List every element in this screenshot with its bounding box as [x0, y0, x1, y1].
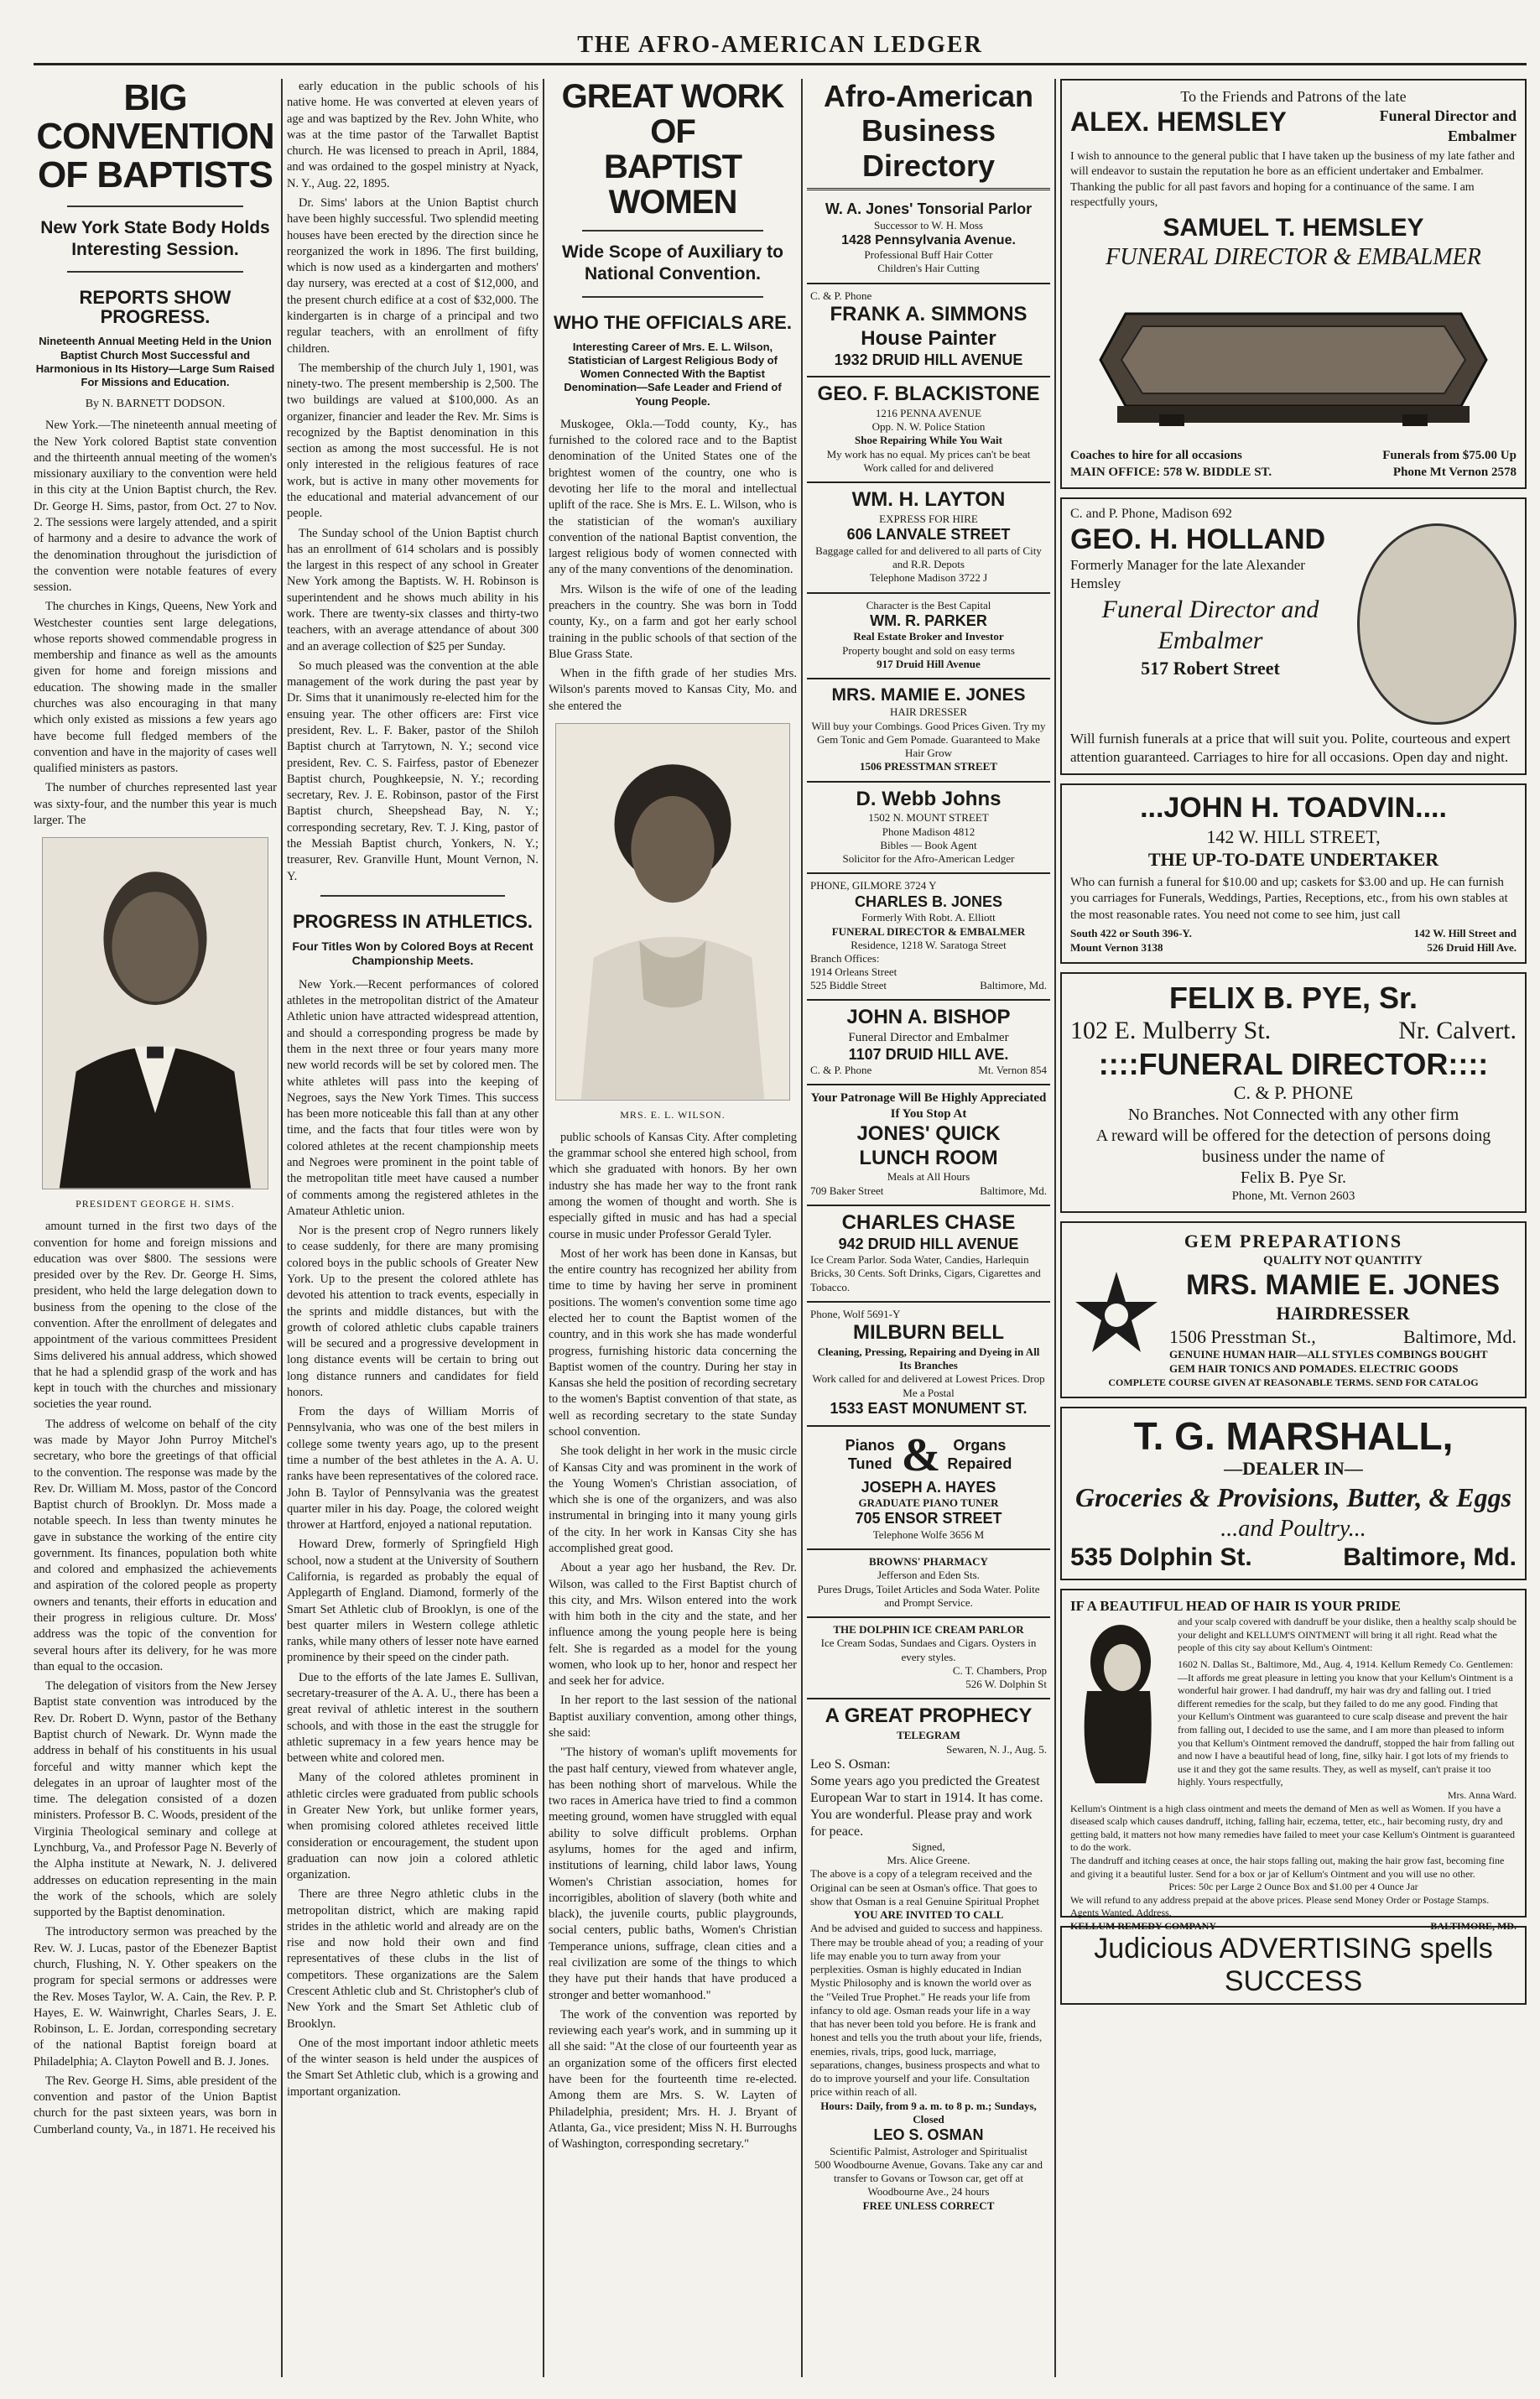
paragraph: In her report to the last session of the national Baptist auxiliary convention, among other things, she said:	[549, 1694, 797, 1741]
column-rule	[281, 79, 283, 2377]
paragraph: The membership of the church July 1, 1901, was ninety-two. The present membership is 2,500. The two buildings are valued at $100,000. As an organizer, financier and leader the Rev. Mr. Sims is recognized by the Baptist denomination in this section as among the most successful. He is not only interested in the religious features of race work, but is active in many other movements for the educational and material advancement of our people.	[287, 361, 538, 521]
ad-blackistone	[807, 377, 1050, 483]
portrait-photo	[555, 723, 790, 1101]
ad-line: Solicitor for the Afro-American Ledger	[842, 852, 1015, 866]
column-1	[34, 79, 277, 2377]
ad-line: Telephone Wolfe 3656 M	[872, 1527, 985, 1541]
ad-row	[1070, 523, 1517, 725]
subhead: REPORTS SHOW PROGRESS.	[79, 287, 232, 328]
ad-text: Kellum's Ointment is a high class ointment and meets the demand of Men as well as Women. If you have a diseased scalp which causes dandruff, itching, falling hair, eczema, tetter, etc., hair becoming rusty, dry and getting bald, it matters not how many remedies have failed to meet your case Kellum's Ointment is guaranteed to do the work.	[1070, 1802, 1516, 1854]
ad-line: Phone Madison 4812	[882, 825, 976, 838]
paragraph: amount turned in the first two days of the convention for home and foreign missions and education was over $800. The sessions were presided over by the Rev. Dr. George H. Sims, president, who held the large delegation down to business from the opening to the close of the convention. After the enrollment of delegates and appointment of the various committees President Sims delivered his annual address, which showed that he had a splendid grasp of the work and has kept in touch with the churches and missionary societies the year round.	[34, 1220, 277, 1412]
ad-line: C. and P. Phone, Madison 692	[1070, 507, 1232, 522]
article-body-continued	[549, 1130, 797, 2152]
paragraph: The delegation of visitors from the New Jersey Baptist state convention was introduced by the Rev. Dr. Robert D. Wynn, pastor of the Bethany Baptist church of Newark. Dr. Wynn made the address in behalf of his constituents in his usual forceful and witty manner which kept the delegates in an uproar of laughter most of the time. The delegation consisted of a dozen ministers. Professor B. C. Woods, president of the Virginia Theological seminary and college at Lynchburg, Va., and Professor Page N. Beverly of the Alpha institute at Newark, N. J. delivered addresses on education representing in the main the work of the schools, which are solely supported by the Baptist denomination.	[34, 1679, 277, 1920]
ad-line: Baltimore, Md.	[1402, 1325, 1517, 1347]
ad-charles-chase	[807, 1206, 1050, 1303]
ad-line: Formerly With Robt. A. Elliott	[861, 911, 996, 924]
ad-line: Phone, Mt. Vernon 2603	[1231, 1189, 1355, 1203]
ad-line: Groceries & Provisions, Butter, & Eggs	[1074, 1481, 1512, 1512]
article-body	[34, 418, 277, 829]
ad-line: FUNERAL DIRECTOR & EMBALMER	[831, 924, 1026, 938]
paragraph: New York.—The nineteenth annual meeting of the New York colored Baptist state convention and the thirteenth annual meeting of the women's missionary auxiliary to the convention were held in this city at the Union Baptist church, the Rev. Dr. George H. Sims, pastor, from Oct. 27 to Nov. 2. The sessions were largely attended, and a spirit of harmony and a desire to advance the work of the denomination throughout the jurisdiction of the convention were notable features of every session.	[34, 419, 277, 595]
ad-row	[810, 1184, 1047, 1198]
ad-line: Professional Buff Hair Cotter	[864, 248, 993, 262]
ad-webb-johns	[807, 783, 1050, 875]
ad-row	[810, 979, 1047, 992]
footer-banner: Judicious ADVERTISING spells SUCCESS	[1060, 1926, 1527, 2005]
ad-line: 102 E. Mulberry St.	[1070, 1017, 1272, 1045]
ad-line: Branch Offices:	[810, 952, 880, 965]
directory-title-line-1: Afro-American	[823, 79, 1034, 113]
ad-line: 1107 DRUID HILL AVE.	[848, 1045, 1009, 1063]
ad-line: SAMUEL T. HEMSLEY	[1163, 213, 1424, 242]
ad-line: Bibles — Book Agent	[880, 838, 977, 851]
column-2	[287, 79, 538, 2377]
ad-line: Sewaren, N. J., Aug. 5.	[946, 1742, 1047, 1756]
ad-line: C. & P. Phone	[810, 1064, 872, 1077]
ad-line: 526 W. Dolphin St	[965, 1678, 1047, 1691]
ad-line: 535 Dolphin St.	[1070, 1543, 1252, 1571]
masthead: THE AFRO-AMERICAN LEDGER	[34, 32, 1527, 65]
ad-line: —DEALER IN—	[1224, 1458, 1363, 1480]
ad-line: Phone Mt Vernon 2578	[1392, 465, 1517, 479]
ad-row	[810, 1064, 1047, 1077]
ad-line: 526 Druid Hill Ave.	[1427, 940, 1517, 954]
deck: Four Titles Won by Colored Boys at Recent Championship Meets.	[292, 939, 533, 968]
ad-line: Opp. N. W. Police Station	[871, 420, 986, 434]
ad-hemsley	[1060, 79, 1527, 489]
ad-row	[1070, 1253, 1517, 1376]
ad-line: JOHN A. BISHOP	[846, 1006, 1011, 1029]
ad-layton	[807, 483, 1050, 593]
ad-line: MILBURN BELL	[853, 1321, 1004, 1345]
ad-line: No Branches. Not Connected with any other firm	[1127, 1105, 1459, 1124]
ad-parker	[807, 594, 1050, 680]
ad-line: Pures Drugs, Toilet Articles and Soda Water. Polite and Prompt Service.	[817, 1582, 1040, 1609]
ad-line: Baltimore, Md.	[1343, 1543, 1517, 1571]
photo-caption: PRESIDENT GEORGE H. SIMS.	[75, 1198, 235, 1210]
ad-line: Mrs. Alice Greene.	[887, 1854, 970, 1866]
ad-line: Ice Cream Parlor. Soda Water, Candies, Harlequin Bricks, 30 Cents. Soft Drinks, Cigars, Cigarettes and Tobacco.	[810, 1253, 1041, 1293]
ad-line: Telephone Madison 3722 J	[869, 571, 988, 585]
ad-bishop	[807, 1001, 1050, 1085]
paragraph: When in the fifth grade of her studies Mrs. Wilson's parents moved to Kansas City, Mo. and she entered the	[549, 667, 797, 713]
ad-line: South 422 or South 396-Y.	[1070, 927, 1192, 939]
ampersand: &	[901, 1428, 941, 1481]
deck: Wide Scope of Auxiliary to National Convention.	[562, 242, 783, 284]
photo-caption: MRS. E. L. WILSON.	[620, 1108, 726, 1121]
ad-line: GRADUATE PIANO TUNER	[858, 1496, 999, 1510]
paragraph: About a year ago her husband, the Rev. Dr. Wilson, was called to the First Baptist church of this city, and Mrs. Wilson entered into the work with him both in the city and the state, and her influence among the young people here is being felt. She is regarded as a model for the young women, who look up to her, honor and respect her and seek her for advice.	[549, 1561, 797, 1689]
ad-line: 606 LANVALE STREET	[846, 526, 1011, 544]
ad-col	[1178, 1616, 1517, 1802]
ad-line: 525 Biddle Street	[810, 979, 887, 992]
column-rule	[801, 79, 803, 2377]
paragraph: early education in the public schools of his native home. He was converted at eleven years of age and was baptized by the Rev. John White, who was at the time pastor of the Tarwallet Baptist church. He was licensed to preach in April, 1884, and was ordained to the gospel ministry at Nyack, N. Y., Aug. 22, 1895.	[287, 80, 538, 190]
display-ads-column	[1060, 79, 1527, 2377]
ad-row	[1070, 941, 1517, 955]
column-rule	[543, 79, 544, 2377]
ad-line: Mt. Vernon 854	[978, 1064, 1047, 1077]
ad-pye	[1060, 972, 1527, 1213]
paragraph: The address of welcome on behalf of the city was made by Mayor John Purroy Mitchel's secretary, who bore the greetings of that official to the convention. The response was made by the Rev. Dr. William M. Moss, pastor of the Concord Baptist church of Brooklyn. Dr. Moss made a notable speech. In less than twenty minutes he gave in substance the working of the entire city government. Its finances, population both white and colored and emphasized the achievements and aspiration of the colored people as property owners and tenants, their efforts in education and their progress in religious culture. Dr. Moss' address was the topic of the convention for several hours after its delivery, for he was more than equal to the occasion.	[34, 1417, 277, 1673]
ad-holland	[1060, 497, 1527, 775]
headline-line-1: BIG CONVENTION	[36, 77, 274, 158]
ad-line: Character is the Best Capital	[866, 598, 991, 611]
ad-toadvin	[1060, 783, 1527, 963]
ad-line: 142 W. HILL STREET,	[1206, 825, 1381, 847]
ad-line: 1506 PRESSTMAN STREET	[860, 760, 997, 773]
ad-line: HAIRDRESSER	[1276, 1303, 1410, 1324]
ad-line: 1506 Presstman St.,	[1169, 1325, 1316, 1347]
paragraph: The work of the convention was reported by reviewing each year's work, and in summing up it all she said: "At the close of our fourteenth year as an organization some of the officers first elected have been for the fourteenth time re-elected. Among them are Mrs. S. W. Layten of Philadelphia, president; Mrs. H. J. Bryant of Atlanta, Ga., vice president; Miss N. H. Burroughs of Washington, corresponding secretary."	[549, 2007, 797, 2152]
ad-line: Work called for and delivered at Lowest Prices. Drop Me a Postal	[812, 1372, 1045, 1399]
ad-line: 517 Robert Street	[1141, 657, 1280, 679]
paragraph: Howard Drew, formerly of Springfield High school, now a student at the University of Southern California, is regarded as probably the equal of Applegarth of England. Diamond, formerly of the Smart Set Athletic club of Brooklyn, is one of the best quarter milers in Western college athletic ranks, while many others of lesser note have earned prominence by their speed on the cinder path.	[287, 1538, 538, 1665]
paragraph: She took delight in her work in the music circle of Kansas City and was prominent in the work of the Young Women's Christian association, of which she is one of the organizers, and was also instrumental in bringing into it many young girls of the city. In her work in Kansas City she has accomplished great good.	[549, 1444, 797, 1555]
paragraph: Due to the efforts of the late James E. Sullivan, secretary-treasurer of the A. A. U., there has been a great revival of athletic interest in the southern schools, and with those in the east the struggle for athletic supremacy in a few years hence may be between white and colored men.	[287, 1670, 538, 1766]
ad-line: KELLUM REMEDY COMPANY	[1070, 1919, 1216, 1932]
ad-line: 1216 PENNA AVENUE	[875, 406, 982, 419]
ad-line: Prices: 50c per Large 2 Ounce Box and $1.00 per 4 Ounce Jar	[1168, 1881, 1418, 1893]
ad-line: Leo S. Osman:	[810, 1756, 891, 1772]
ad-text: Will furnish funerals at a price that will suit you. Polite, courteous and expert attention guaranteed. Carriages to hire for all occasions. Open day and night.	[1070, 731, 1511, 766]
ad-row	[1070, 1543, 1517, 1573]
portrait-photo	[1357, 523, 1517, 725]
ad-line: W. A. Jones' Tonsorial Parlor	[825, 200, 1033, 218]
divider	[320, 895, 505, 897]
ad-line: GEO. F. BLACKISTONE	[817, 382, 1040, 406]
ad-line: And be advised and guided to success and happiness. There may be trouble ahead of you; a reading of your life may enable you to turn away from your perplexities. Osman is highly educated in Indian Mystic Philosophy and is known the world over as the "Veiled True Prophet." He reads your life from infancy to old age. Osman reads your life in a way that has never been told you before. He is frank and honest and tells you the truth about your life, friends, enemies, rivals, trips, good luck, marriage, separations, changes, business prospects and what to do to improve yourself and your life. Consultation price within reach of all.	[810, 1922, 1043, 2099]
ad-line: JOSEPH A. HAYES	[861, 1478, 996, 1496]
ad-line: 142 W. Hill Street and	[1413, 927, 1517, 939]
ad-line: A reward will be offered for the detection of persons doing business under the name of	[1095, 1126, 1491, 1166]
ad-dolphin-ice-cream	[807, 1618, 1050, 1699]
ad-text: Who can furnish a funeral for $10.00 and up; caskets for $3.00 and up. He can furnish you carriages for Funerals, Weddings, Parties, Receptions, etc., from his own stables at the most reasonable rates. You need not come to see him, just call	[1070, 875, 1508, 922]
ad-line: Mount Vernon 3138	[1070, 940, 1163, 954]
ad-line: Hours: Daily, from 9 a. m. to 8 p. m.; Sundays, Closed	[820, 2099, 1037, 2126]
ad-line: To the Friends and Patrons of the late	[1180, 88, 1407, 105]
ad-col	[1169, 1253, 1517, 1376]
ad-text: I wish to announce to the general public that I have taken up the business of my late father and will endeavor to sustain the reputation he bore as an efficient undertaker and Embalmer. Thanking the public for all past favors and hoping for a continuance of the same. I am respectfully yours,	[1070, 150, 1515, 209]
ad-line: Ice Cream Sodas, Sundaes and Cigars. Oysters in every styles.	[820, 1637, 1037, 1663]
ad-line: FUNERAL DIRECTOR & EMBALMER	[1106, 244, 1481, 271]
ad-line: 705 ENSOR STREET	[855, 1510, 1002, 1527]
ad-line: ALEX. HEMSLEY	[1070, 107, 1287, 138]
ad-line: EXPRESS FOR HIRE	[879, 512, 978, 525]
ad-line: BROWNS' PHARMACY	[869, 1555, 988, 1569]
ad-line: Real Estate Broker and Investor	[853, 630, 1004, 643]
divider	[582, 296, 763, 298]
headline-line-1: GREAT WORK OF	[561, 78, 784, 150]
paragraph: Muskogee, Okla.—Todd county, Ky., has furnished to the colored race and to the Baptist denomination of the United States one of the brightest women of the country, one who is devoting her life to the moral and intellectual uplift of the race. She is Mrs. E. L. Wilson, who is the statistician of the woman's auxiliary convention of the national Baptist convention, the largest religious body of women connected with any of the many conventions of the denomination.	[549, 417, 797, 577]
paragraph: Many of the colored athletes prominent in athletic circles were graduated from public schools in Greater New York, but unlike former years, when promising colored athletes received little consideration or encouragement, the student upon graduation can now join a colored athletic organization.	[287, 1771, 538, 1882]
ad-line: Scientific Palmist, Astrologer and Spiritualist	[830, 2144, 1028, 2157]
column-rule	[1054, 79, 1056, 2377]
ad-line: T. G. MARSHALL,	[1133, 1413, 1454, 1458]
ad-charles-jones	[807, 874, 1050, 1001]
paragraph: The churches in Kings, Queens, New York and Westchester counties sent large delegations, whose reports showed commendable progress in membership and finance as well as the amounts given for home and foreign missions and education. The showing made in the smaller churches was also encouraging in that many which only existed as missions a few years ago have become full fledged members of the convention and have in the majority of cases well qualified ministers as pastors.	[34, 600, 277, 776]
ad-text: The dandruff and itching ceases at once, the hair stops falling out, making the hair grow fast, becoming fine and giving it a beautiful luster. Send for a box or jar of Kellum's Ointment and you will use no other.	[1070, 1854, 1505, 1880]
ad-line: IF A BEAUTIFUL HEAD OF HAIR IS YOUR PRIDE	[1070, 1598, 1401, 1615]
ad-line: BALTIMORE, MD.	[1430, 1919, 1517, 1932]
ad-jones-tonsorial	[807, 195, 1050, 284]
paragraph: There are three Negro athletic clubs in the metropolitan district, which are making rapid strides in the athletic world and already are on the rise and now hold their own and find representatives of these clubs in the list of competitors. These organizations are the Salem Crescent Athletic club and St. Christopher's club of New York and the Smart Set Athletic club of Brooklyn.	[287, 1887, 538, 2031]
article-body-continued	[34, 1219, 277, 2138]
ad-line: 1533 EAST MONUMENT ST.	[830, 1399, 1028, 1417]
ad-browns-pharmacy	[807, 1550, 1050, 1618]
ad-line: ::::FUNERAL DIRECTOR::::	[1098, 1046, 1489, 1081]
ad-line: TELEGRAM	[897, 1729, 960, 1742]
ad-milburn-bell	[807, 1303, 1050, 1427]
ad-row	[1070, 1616, 1517, 1802]
deck: New York State Body Holds Interesting Session.	[40, 217, 270, 259]
article-body	[287, 977, 538, 2100]
headline-line-2: OF BAPTISTS	[38, 154, 273, 196]
ad-line: JONES' QUICK	[856, 1121, 1001, 1145]
ad-line: The above is a copy of a telegram received and the Original can be seen at Osman's office. That goes to show that Osman is a real Genuine Spiritual Prophet	[810, 1867, 1039, 1907]
ad-line: Funeral Director and Embalmer	[848, 1031, 1009, 1045]
ad-line: Some years ago you predicted the Greatest European War to start in 1914. It has come. You are wonderful. Please pray and work for peace.	[810, 1773, 1043, 1839]
ad-line: 1914 Orleans Street	[810, 965, 897, 979]
woman-illustration	[1070, 1616, 1171, 1783]
ad-line: Baltimore, Md.	[980, 979, 1047, 992]
ad-col	[845, 1437, 895, 1473]
ad-line: YOU ARE INVITED TO CALL	[853, 1908, 1004, 1921]
subhead: PROGRESS IN ATHLETICS.	[292, 910, 533, 932]
ad-line: Funeral Director and Embalmer	[1379, 107, 1517, 144]
ad-row	[1070, 927, 1517, 941]
ad-line: Baggage called for and delivered to all parts of City and R.R. Depots	[815, 544, 1042, 571]
ad-marshall	[1060, 1407, 1527, 1581]
ad-line: CHARLES CHASE	[841, 1210, 1016, 1234]
paragraph: The number of churches represented last year was sixty-four, and the number this year is much larger. The	[34, 781, 277, 827]
ad-line: Tuned	[847, 1454, 892, 1472]
divider	[582, 230, 763, 232]
ad-line: 709 Baker Street	[810, 1184, 884, 1197]
paragraph: "The history of woman's uplift movements for the past half century, viewed from whatever angle, has been nothing short of marvelous. While the two races in America have tried to find a common meeting ground, women have struggled with equal ability to solve difficult problems. Orphan asylums, homes for the aged and infirm, institutions of learning, child labor laws, Young Women's Christian association, homes for incorrigibles, abolition of slavery (both white and black), the juvenile courts, public playgrounds, social centers, public baths, Women's Christian Temperance unions, suffrage, clean cities and a real civilization are some of the things to which they have put their hands that have produced a stronger and better womanhood."	[549, 1746, 797, 2002]
ad-line: Children's Hair Cutting	[877, 262, 980, 275]
ad-line: Jefferson and Eden Sts.	[877, 1569, 980, 1582]
paragraph: From the days of William Morris of Pennsylvania, who was one of the best milers in college some twenty years ago, up to the present time a number of the best athletes in the A. A. U. ranks have been representatives of the colored race. John B. Taylor of Pennsylvania was the greatest quarter miler in his day. Poage, the colored weight thrower at Hartford, enjoyed a national reputation.	[287, 1405, 538, 1533]
ad-line: Coaches to hire for all occasions	[1070, 449, 1242, 463]
ad-line: THE DOLPHIN ICE CREAM PARLOR	[833, 1623, 1024, 1637]
ad-line: 1502 N. MOUNT STREET	[868, 811, 989, 825]
divider	[67, 271, 243, 273]
ad-jones-lunch	[807, 1085, 1050, 1205]
ad-line: 500 Woodbourne Avenue, Govans. Take any car and transfer to Govans or Towson car, get off at Woodbourne Ave., 24 hours	[814, 2157, 1043, 2199]
deck-secondary: Nineteenth Annual Meeting Held in the Union Baptist Church Most Successful and Harmonious in Its History—Large Sum Raised For Missions and Education.	[35, 335, 275, 388]
newspaper-page	[34, 0, 1527, 2399]
ad-line: FRANK A. SIMMONS	[830, 302, 1028, 325]
paragraph: public schools of Kansas City. After completing the grammar school she entered high school, from which she graduated with honors. By her own industry she has made her way to the front rank among the women of thought and worth. She is especially gifted in music and has had a special course in music under Professor Gerald Tyler.	[549, 1130, 797, 1241]
ad-line: QUALITY NOT QUANTITY	[1262, 1253, 1423, 1267]
ad-line: LUNCH ROOM	[859, 1146, 998, 1169]
ad-line: PHONE, GILMORE 3724 Y	[810, 879, 937, 892]
ad-line: Will buy your Combings. Good Prices Given. Try my Gem Tonic and Gem Pomade. Guaranteed to Make Hair Grow	[811, 719, 1046, 760]
paragraph: The introductory sermon was preached by the Rev. W. J. Lucas, pastor of the Ebenezer Baptist church, Flushing, N. Y. Other speakers on the program for special sermons or addresses were the Rev. Moses Taylor, W. A. Cain, the Rev. P. P. Hayes, E. W. Wainwright, Charles Sears, J. E. Robinson, L. E. Jordan, corresponding secretary of the national Baptist foreign board at Philadelphia; A. Clayton Powell and B. J. Jones.	[34, 1925, 277, 2069]
ad-text: 1602 N. Dallas St., Baltimore, Md., Aug. 4, 1914. Kellum Remedy Co. Gentlemen:—It affords me great pleasure in letting you know that your Kellum's Ointment is a wonderful hair grower. I had dandruff, my hair was dry and falling out. I tried different remedies for the scalp, but they failed to do me any good. Finding that your Kellum's Ointment was guaranteed to cure scalp disease and prevent the hair from falling out, I decided to use the same, and I am more than pleased to inform you that Kellum's Ointment removed the dandruff, stopped the hair from falling out and now I have a beautiful head of long, fine, silky hair. I got lots of my friends to use it and they got the same results. They, as well as myself, can't praise it too highly. Yours respectfully,	[1178, 1658, 1515, 1788]
ad-line: HAIR DRESSER	[889, 705, 968, 719]
ad-line: We will refund to any address prepaid at the above prices. Please send Money Order or Postage Stamps. Agents Wanted. Address,	[1070, 1893, 1490, 1919]
divider	[67, 206, 243, 207]
ad-line: Cleaning, Pressing, Repairing and Dyeing in All Its Branches	[817, 1345, 1040, 1372]
ad-line: D. Webb Johns	[856, 787, 1002, 810]
ad-row	[1169, 1325, 1517, 1349]
ad-line: FREE UNLESS CORRECT	[862, 2199, 995, 2212]
ad-line: Property bought and sold on easy terms	[842, 643, 1015, 657]
paragraph: So much pleased was the convention at the able management of the work during the past year by Dr. Sims that it unanimously re-elected him for the ensuing year. The other officers are: First vice president, Rev. L. F. Baker, pastor of the Shiloh Baptist church at Tarrytown, N. Y.; second vice president, Rev. C. S. Fairfess, pastor of Ebenezer Baptist church, Poughkeepsie, N. Y.; recording secretary, Rev. J. E. Robinson, pastor of the First Baptist church, Sheepshead Bay, N. Y.; corresponding secretary, Rev. T. J. King, pastor of the Messiah Baptist church, Yonkers, N. Y.; treasurer, Rev. Granville Hunt, Mount Vernon, N. Y.	[287, 658, 538, 883]
ad-line: COMPLETE COURSE GIVEN AT REASONABLE TERMS. SEND FOR CATALOG	[1108, 1376, 1479, 1388]
star-emblem-icon	[1070, 1268, 1163, 1361]
ad-line: 942 DRUID HILL AVENUE	[838, 1235, 1019, 1252]
ad-line: Repaired	[947, 1454, 1012, 1472]
paragraph: Mrs. Wilson is the wife of one of the leading preachers in the country. She was born in Todd county, Ky., on a farm and got her early school training in the public schools of that section of the Blue Grass State.	[549, 582, 797, 661]
ad-line: ...JOHN H. TOADVIN....	[1140, 792, 1447, 825]
ad-line: GENUINE HUMAN HAIR—ALL STYLES COMBINGS BOUGHT	[1169, 1348, 1488, 1361]
ad-line: WM. R. PARKER	[870, 611, 987, 629]
directory-title	[807, 79, 1050, 190]
ad-line: Your Patronage Will Be Highly Appreciated If You Stop At	[810, 1091, 1047, 1121]
ad-line: C. & P. Phone	[810, 289, 872, 302]
ad-line: GEM HAIR TONICS AND POMADES. ELECTRIC GOODS	[1169, 1362, 1459, 1376]
paragraph: The Sunday school of the Union Baptist church has an enrollment of 614 scholars and is possibly the largest in this respect of any school in Greater New York among the Baptists. W. H. Robinson is superintendent and he shows much ability in his work. There are twenty-six classes and thirty-two teachers, with an average attendance of about 300 and an average collection of $25 per Sunday.	[287, 526, 538, 653]
ad-line: My work has no equal. My prices can't be beat	[826, 447, 1031, 461]
ad-line: A GREAT PROPHECY	[825, 1704, 1033, 1728]
ad-line: Residence, 1218 W. Saratoga Street	[851, 938, 1007, 951]
ad-gem-preparations	[1060, 1221, 1527, 1397]
ad-line: CHARLES B. JONES	[854, 892, 1003, 910]
paragraph: One of the most important indoor athletic meets of the winter season is held under the auspices of the Smart Set Athletic club, which is a growing and important organization.	[287, 2036, 538, 2099]
ad-line: 917 Druid Hill Avenue	[877, 657, 981, 670]
ad-line: C. & P. PHONE	[1233, 1082, 1354, 1104]
ad-line: Successor to W. H. Moss	[873, 218, 983, 232]
column-3	[549, 79, 797, 2377]
ad-line: Meals at All Hours	[887, 1170, 970, 1184]
ad-line: Pianos	[845, 1436, 895, 1454]
ad-line: Work called for and delivered	[863, 461, 994, 474]
ad-line: 1428 Pennsylvania Avenue.	[841, 233, 1016, 248]
business-directory	[807, 79, 1050, 2377]
paragraph: New York.—Recent performances of colored athletes in the metropolitan district of the Amateur Athletic union have attracted widespread attention, and should a corresponding progress be made by them in the next three or four years many more new world records will be set by colored men. The white athletes will pass into the keeping of Negroes, says the New York Times. This success has been more noticeable this fall than at any other time, and the facts that four titles were won by colored athletes at the recent championship meets and Negroes were prominent in the point table of the metropolitan title meet have caused a number of comments among the registered athletes in the Amateur Athletic union.	[287, 977, 538, 1218]
ad-line: 1932 DRUID HILL AVENUE	[834, 351, 1023, 368]
ad-line: Mrs. Anna Ward.	[1447, 1788, 1517, 1801]
ad-line: Baltimore, Md.	[980, 1184, 1047, 1197]
ad-osman-prophecy	[807, 1699, 1050, 2219]
ad-line: Organs	[953, 1436, 1007, 1454]
ad-simmons	[807, 284, 1050, 377]
ad-line: FELIX B. PYE, Sr.	[1168, 980, 1418, 1015]
portrait-photo	[42, 837, 268, 1189]
paragraph: The Rev. George H. Sims, able president of the convention and pastor of the Union Baptist church for the past sixteen years, was born in Cumberland county, Va., in 1871. He received his	[34, 2074, 277, 2136]
article-body	[549, 417, 797, 715]
ad-row	[810, 1428, 1047, 1481]
ad-line: MRS. MAMIE E. JONES	[1185, 1269, 1501, 1302]
ad-col	[947, 1437, 1012, 1473]
ad-joseph-hayes	[807, 1427, 1050, 1551]
ad-line: Formerly Manager for the late Alexander Hemsley	[1070, 557, 1305, 592]
deck-secondary: Interesting Career of Mrs. E. L. Wilson, Statistician of Largest Religious Body of Women Connected With the Baptist Denomination—Safe Leader and Friend of Young People.	[564, 340, 782, 408]
article-body	[287, 79, 538, 885]
ad-line: Shoe Repairing While You Wait	[854, 434, 1002, 447]
ad-line: Felix B. Pye Sr.	[1240, 1168, 1347, 1187]
ad-mamie-jones	[807, 679, 1050, 782]
ad-line: Nr. Calvert.	[1398, 1017, 1517, 1045]
ad-text: and your scalp covered with dandruff be your dislike, then a healthy scalp should be your delight and KELLUM'S OINTMENT will bring it all right. Read what the people of this city say about Kellum's Ointment:	[1178, 1616, 1517, 1654]
paragraph: Nor is the present crop of Negro runners likely to cease suddenly, for there are many promising colored boys in the public schools of Greater New York. Up to the present the colored athlete has devoted his attention to track events, especially in the sprints and middle distances, but with the growth of colored athletic clubs capable trainers will be secured and a progressive development in long distance events will be certain to bring out long distance runners and candidates for field honors.	[287, 1224, 538, 1399]
ad-line: C. T. Chambers, Prop	[952, 1663, 1047, 1677]
ad-line: WM. H. LAYTON	[851, 488, 1006, 512]
ad-line: Funeral Director and	[1101, 595, 1319, 623]
ad-col	[1070, 523, 1350, 679]
ad-line: MAIN OFFICE: 578 W. BIDDLE ST.	[1070, 465, 1272, 479]
ad-line: Embalmer	[1158, 627, 1263, 654]
ad-line: GEO. H. HOLLAND	[1070, 523, 1326, 556]
ad-line: Phone, Wolf 5691-Y	[810, 1307, 901, 1320]
ad-row	[1070, 107, 1517, 146]
subhead: WHO THE OFFICIALS ARE.	[554, 311, 792, 333]
headline-line-2: BAPTIST WOMEN	[603, 148, 742, 221]
directory-title-line-2: Business Directory	[861, 113, 996, 183]
ad-row	[810, 965, 1047, 979]
ad-line: House Painter	[861, 326, 996, 350]
paragraph: Most of her work has been done in Kansas, but the entire country has recognized her ability from time to time by having her serve in prominent positions. The women's convention some time ago elected her to count the Baptist women of the country, and in this work she has made wonderful progress, furnishing historic data concerning the Baptist women of the country. During her stay in Kansas she held the position of recording secretary to the women's Baptist convention of that state, as well as recording secretary to the state Sunday school convention.	[549, 1246, 797, 1439]
ad-line: ...and Poultry...	[1220, 1515, 1366, 1542]
ad-line: GEM PREPARATIONS	[1184, 1231, 1403, 1252]
ad-line: LEO S. OSMAN	[873, 2126, 984, 2143]
ad-line: Signed,	[912, 1840, 945, 1853]
ad-row	[1070, 448, 1517, 465]
ad-line: THE UP-TO-DATE UNDERTAKER	[1147, 849, 1439, 870]
ad-kellum	[1060, 1589, 1527, 1932]
ad-line: MRS. MAMIE E. JONES	[831, 685, 1026, 705]
casket-illustration	[1092, 280, 1495, 440]
ad-row	[1070, 465, 1517, 481]
paragraph: Dr. Sims' labors at the Union Baptist church have been highly successful. Two splendid meeting houses have been erected by the direction since he reorganized the work in 1896. The first building, which is now used as a kindergarten and mothers' day nursery, was erected at a cost of $12,000, and the present church edifice at a cost of $32,000. The kindergarten is in charge of a principal and two regular teachers, with an enrollment of fifty children.	[287, 195, 538, 356]
ad-row	[1070, 1015, 1517, 1047]
ad-line: Funerals from $75.00 Up	[1382, 449, 1517, 463]
byline: By N. BARNETT DODSON.	[85, 398, 226, 411]
